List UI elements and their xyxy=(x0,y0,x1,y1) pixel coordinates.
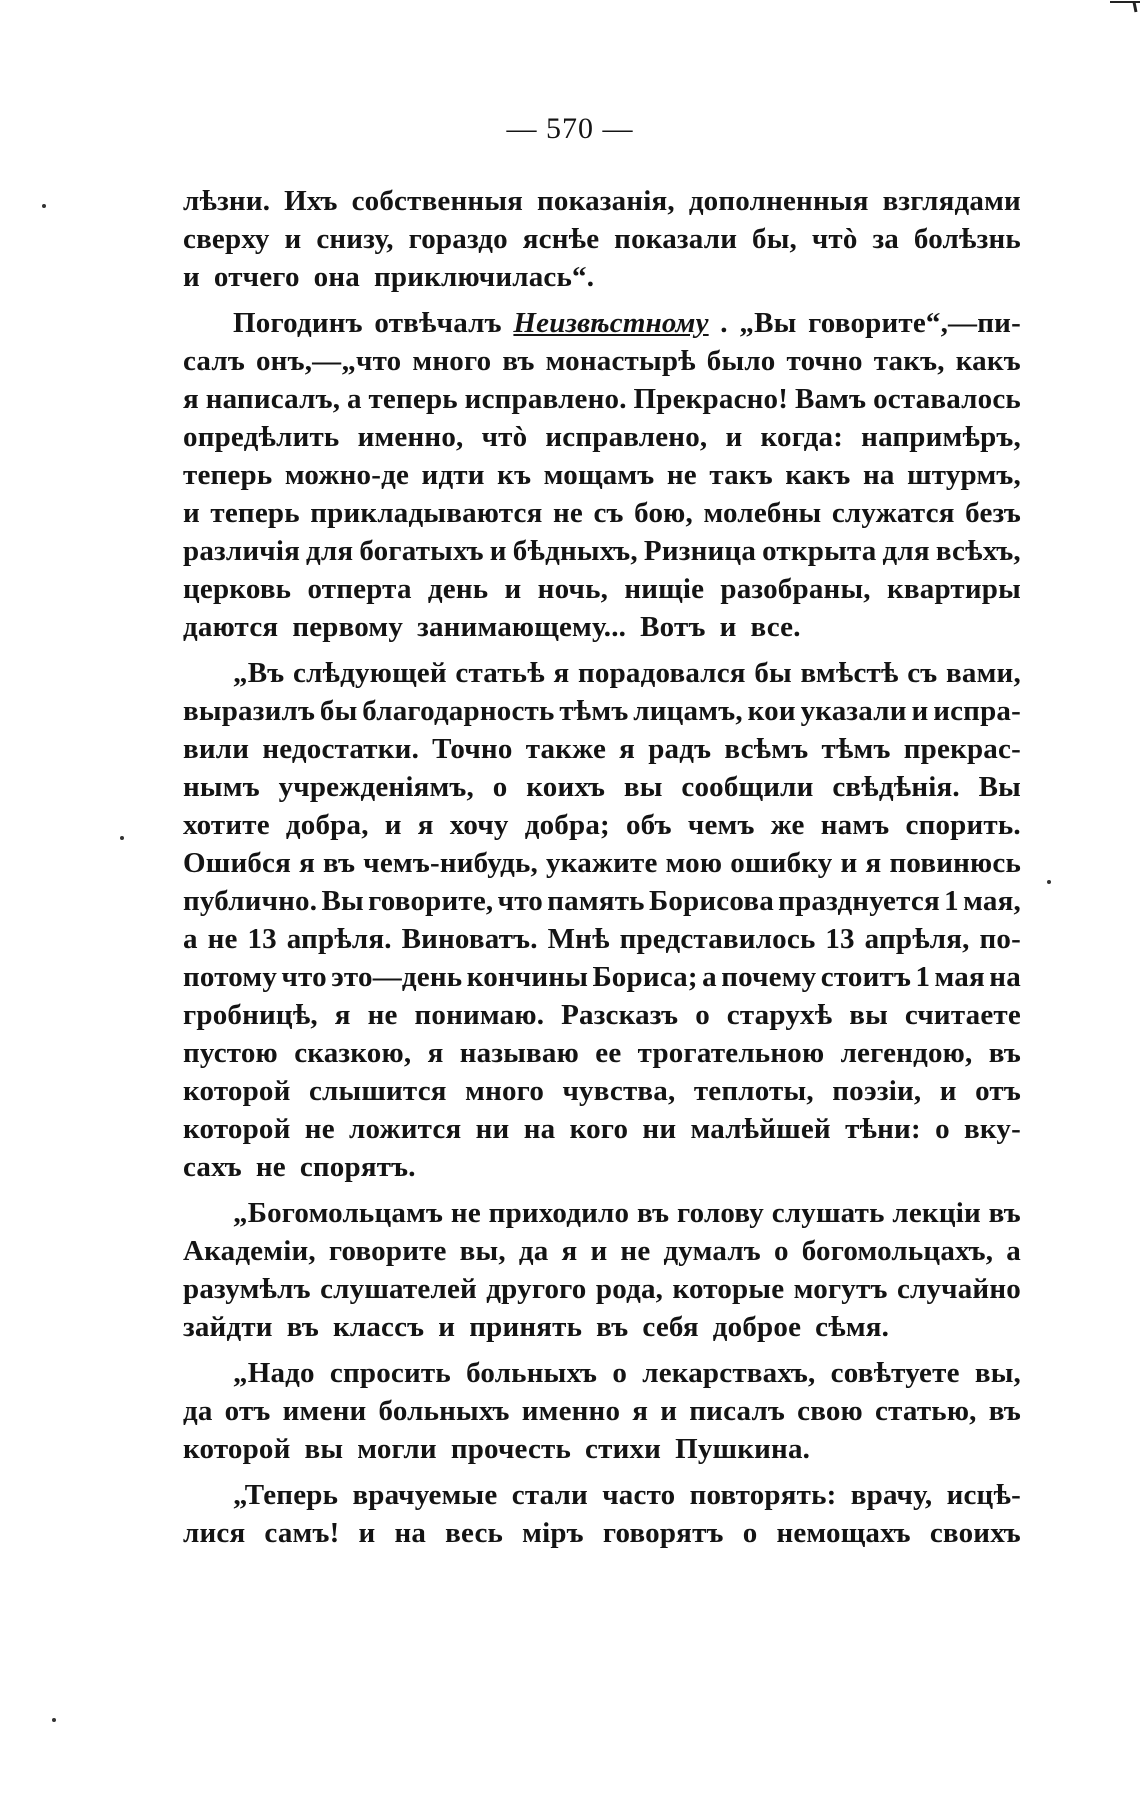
speck xyxy=(120,836,124,840)
text-line: публично. Вы говорите, что память Борисова празднуется 1 мая, xyxy=(183,885,1021,917)
text-line: вили недостатки. Точно также я радъ всѣмъ тѣмъ прекрас- xyxy=(183,733,1021,765)
paragraph-gap xyxy=(183,1468,1021,1476)
page-number: — 570 — xyxy=(506,112,634,145)
text-line: и отчего она приключилась“. xyxy=(183,261,595,293)
paragraph-gap xyxy=(183,1346,1021,1354)
text-line: церковь отперта день и ночь, нищіе разобраны, квартиры xyxy=(183,573,1021,605)
speck xyxy=(42,204,46,208)
text-line: зайдти въ классъ и принять въ себя доброе сѣмя. xyxy=(183,1311,890,1343)
text-line: салъ онъ,—„что много въ монастырѣ было точно такъ, какъ xyxy=(183,345,1021,377)
text-line: пустою сказкою, я называю ее трогательною легендою, въ xyxy=(183,1037,1021,1069)
text-line: сверху и снизу, гораздо яснѣе показали бы, чтò за болѣзнь xyxy=(183,223,1021,255)
text-line: „Надо спросить больныхъ о лекарствахъ, совѣтуете вы, xyxy=(233,1357,1021,1389)
text-line: да отъ имени больныхъ именно я и писалъ свою статью, въ xyxy=(183,1395,1021,1427)
text-line: хотите добра, и я хочу добра; объ чемъ же намъ спорить. xyxy=(183,809,1021,841)
text-line: „Въ слѣдующей статьѣ я порадовался бы вмѣстѣ съ вами, xyxy=(233,657,1021,689)
text-line: которой не ложится ни на кого ни малѣйшей тѣни: о вку- xyxy=(183,1113,1021,1145)
paragraph-gap xyxy=(183,646,1021,654)
text-line: лися самъ! и на весь міръ говорятъ о немощахъ своихъ xyxy=(183,1517,1021,1549)
corner-mark xyxy=(1080,0,1140,14)
speck xyxy=(52,1718,56,1722)
text-line: теперь можно-де идти къ мощамъ не такъ какъ на штурмъ, xyxy=(183,459,1021,491)
text-line: опредѣлить именно, чтò исправлено, и когда: напримѣръ, xyxy=(183,421,1021,453)
text-line: „Богомольцамъ не приходило въ голову слушать лекціи въ xyxy=(233,1197,1021,1229)
paragraph-gap xyxy=(183,296,1021,304)
text-line: Академіи, говорите вы, да я и не думалъ о богомольцахъ, а xyxy=(183,1235,1021,1267)
text-line: лѣзни. Ихъ собственныя показанія, дополненныя взглядами xyxy=(183,185,1021,217)
text-line: разумѣлъ слушателей другого рода, которые могутъ случайно xyxy=(183,1273,1021,1305)
text-line: гробницѣ, я не понимаю. Разсказъ о старухѣ вы считаете xyxy=(183,999,1021,1031)
text-line: и теперь прикладываются не съ бою, молебны служатся безъ xyxy=(183,497,1021,529)
text-line: выразилъ бы благодарность тѣмъ лицамъ, кои указали и испра- xyxy=(183,695,1021,727)
text-line: которой вы могли прочесть стихи Пушкина. xyxy=(183,1433,811,1465)
text-line: даются первому занимающему... Вотъ и все. xyxy=(183,611,801,643)
body-text xyxy=(183,182,1021,1552)
text-line: Погодинъ отвѣчалъ Неизвѣстному . „Вы говорите“,—пи- xyxy=(233,307,1021,339)
text-line: „Теперь врачуемые стали часто повторять: врачу, исцѣ- xyxy=(233,1479,1021,1511)
text-line: потому что это—день кончины Бориса; а почему стоитъ 1 мая на xyxy=(183,961,1021,993)
text-line: а не 13 апрѣля. Виноватъ. Мнѣ представилось 13 апрѣля, по- xyxy=(183,923,1021,955)
text-line: которой слышится много чувства, теплоты, поэзіи, и отъ xyxy=(183,1075,1021,1107)
text-line: Ошибся я въ чемъ-нибудь, укажите мою ошибку и я повинюсь xyxy=(183,847,1021,879)
text-line: я написалъ, а теперь исправлено. Прекрасно! Вамъ оставалось xyxy=(183,383,1021,415)
paragraph-gap xyxy=(183,1186,1021,1194)
text-line: нымъ учрежденіямъ, о коихъ вы сообщили свѣдѣнія. Вы xyxy=(183,771,1021,803)
speck xyxy=(1047,880,1051,884)
text-line: сахъ не спорятъ. xyxy=(183,1151,416,1183)
text-line: различія для богатыхъ и бѣдныхъ, Ризница открыта для всѣхъ, xyxy=(183,535,1021,567)
